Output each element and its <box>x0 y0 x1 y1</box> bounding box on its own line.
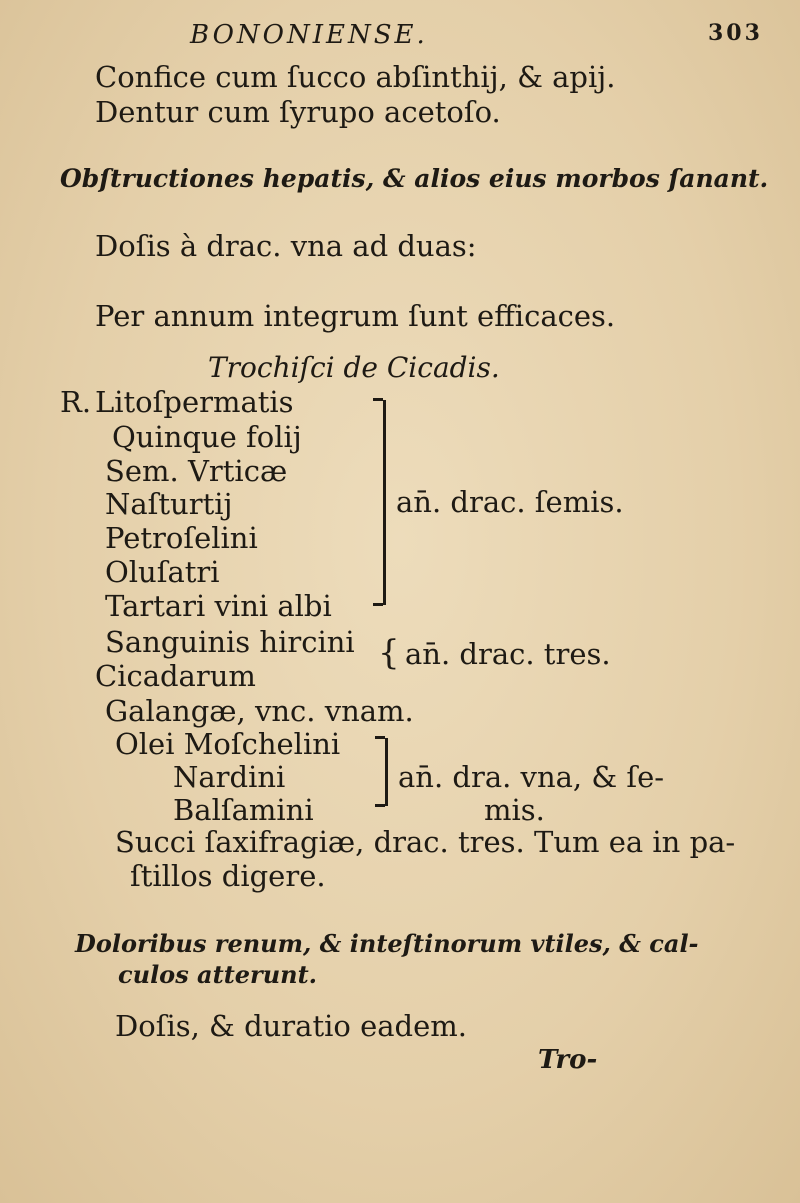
recipe-title: Trochiſci de Cicadis. <box>208 351 500 384</box>
ingredient-11: Nardini <box>173 760 286 794</box>
ingredient-4: Naſturtij <box>105 487 233 521</box>
section-heading-1: Obſtructiones hepatis, & alios eius morbos ſanant. <box>60 164 769 193</box>
group1-brace-bottom <box>373 603 383 606</box>
running-title: BONONIENSE. <box>190 20 428 50</box>
group3-brace <box>385 738 388 806</box>
group3-dose-1: an̄. dra. vna, & ſe- <box>398 760 665 794</box>
galanga-line: Galangæ, vnc. vnam. <box>105 694 414 728</box>
recipe-mark: R. <box>60 385 92 419</box>
group1-brace <box>383 400 386 605</box>
ingredient-12: Balſamini <box>173 793 314 827</box>
dose-line-2: Doſis, & duratio eadem. <box>115 1009 467 1043</box>
section-heading-2a: Doloribus renum, & inteſtinorum vtiles, & cal- <box>75 929 699 958</box>
ingredient-5: Petroſelini <box>105 521 258 555</box>
ingredient-2: Quinque folij <box>112 420 302 454</box>
group3-brace-bottom <box>375 804 385 807</box>
ingredient-1: Litoſpermatis <box>95 385 294 419</box>
group1-brace-top <box>373 398 383 401</box>
final-line-2: ſtillos digere. <box>130 859 326 893</box>
final-line-1: Succi ſaxifragiæ, drac. tres. Tum ea in pa- <box>115 825 736 859</box>
group3-dose-2: mis. <box>484 793 545 827</box>
ingredient-9: Cicadarum <box>95 659 256 693</box>
efficacy-line: Per annum integrum ſunt efficaces. <box>95 299 616 333</box>
group3-brace-top <box>375 736 385 739</box>
ingredient-7: Tartari vini albi <box>105 589 332 623</box>
group2-brace-mark: { <box>378 633 400 673</box>
section-heading-2b: culos atterunt. <box>118 960 318 989</box>
ingredient-3: Sem. Vrticæ <box>105 454 288 488</box>
intro-line-2: Dentur cum ſyrupo acetoſo. <box>95 95 501 129</box>
group2-dose: an̄. drac. tres. <box>405 637 611 671</box>
catchword: Tro- <box>538 1045 598 1075</box>
page-number: 303 <box>708 20 763 46</box>
ingredient-6: Oluſatri <box>105 555 220 589</box>
ingredient-8: Sanguinis hircini <box>105 625 355 659</box>
ingredient-10: Olei Moſchelini <box>115 727 341 761</box>
intro-line-1: Confice cum ſucco abſinthij, & apij. <box>95 60 616 94</box>
dose-line-1: Doſis à drac. vna ad duas: <box>95 229 477 263</box>
group1-dose: an̄. drac. ſemis. <box>396 485 624 519</box>
